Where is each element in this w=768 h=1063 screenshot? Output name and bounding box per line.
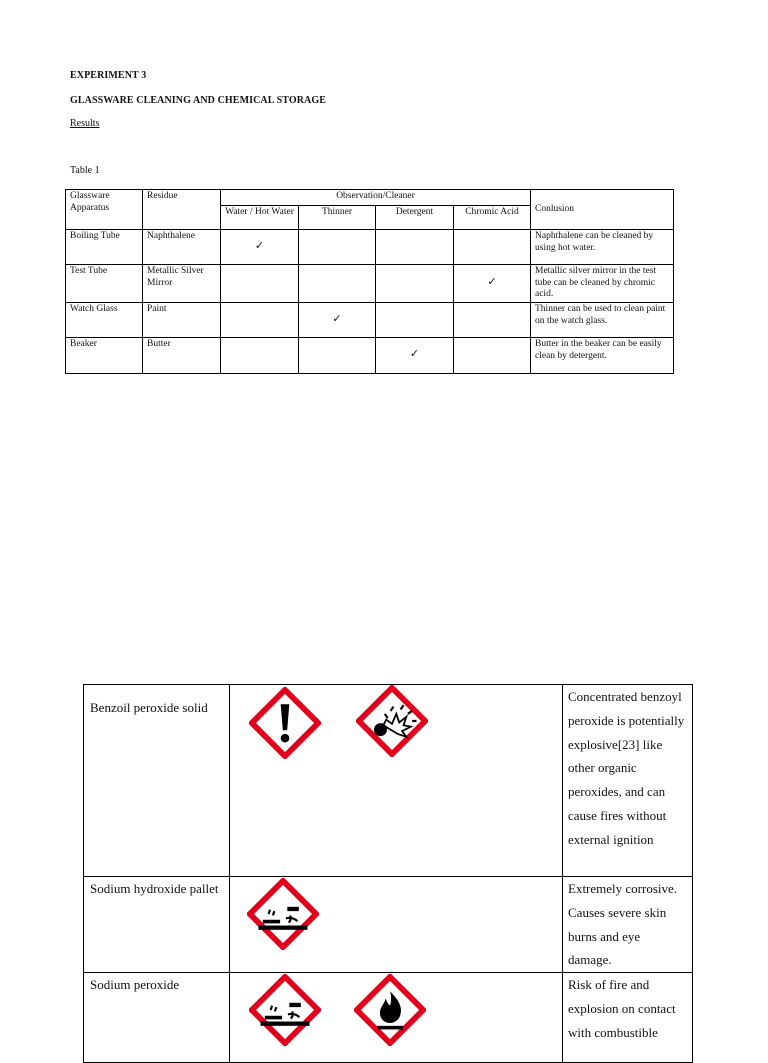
table-row — [84, 685, 693, 877]
conclusion-cell: Naphthalene can be cleaned by using hot water. — [531, 230, 674, 265]
chemical-hazard-table — [83, 684, 693, 1063]
table-row — [84, 877, 693, 973]
cleaner-cell-detergent — [376, 230, 454, 265]
table-row — [66, 230, 674, 265]
checkmark-icon: ✓ — [409, 348, 420, 361]
table-row — [66, 265, 674, 303]
conclusion-cell: Metallic silver mirror in the test tube can be cleaned by chromic acid. — [531, 265, 674, 303]
table-label: Table 1 — [70, 165, 100, 176]
cleaner-cell-detergent — [376, 265, 454, 303]
hazard-description: Risk of fire and explosion on contact with combustible — [563, 973, 693, 1063]
cleaner-cell-chromic — [454, 265, 531, 303]
cleaner-cell-chromic — [454, 338, 531, 374]
header-thinner: Thinner — [299, 206, 376, 230]
chemical-name: Sodium peroxide — [84, 973, 230, 1063]
conclusion-cell: Thinner can be used to clean paint on the watch glass. — [531, 303, 674, 338]
header-conclusion: Conlusion — [531, 190, 674, 230]
residue-cell: Naphthalene — [143, 230, 221, 265]
exclamation-mark-icon — [249, 687, 321, 759]
corrosion-icon — [247, 878, 319, 950]
hazard-description: Concentrated benzoyl peroxide is potentially explosive[23] like other organic peroxides, and can cause fires without external ignition — [563, 685, 693, 877]
checkmark-icon: ✓ — [487, 276, 497, 289]
header-residue: Residue — [143, 190, 221, 230]
checkmark-icon: ✓ — [254, 239, 265, 252]
apparatus-cell: Boiling Tube — [66, 230, 143, 265]
cleaner-cell-detergent — [376, 338, 454, 374]
chemical-name: Sodium hydroxide pallet — [84, 877, 230, 973]
cleaner-cell-water — [221, 338, 299, 374]
table-row — [66, 338, 674, 374]
exploding-bomb-icon — [356, 685, 428, 757]
conclusion-cell: Butter in the beaker can be easily clean by detergent. — [531, 338, 674, 374]
experiment-number: EXPERIMENT 3 — [70, 70, 147, 81]
results-table — [65, 189, 674, 374]
cleaner-cell-water — [221, 230, 299, 265]
cleaner-cell-detergent — [376, 303, 454, 338]
header-chromic: Chromic Acid — [454, 206, 531, 230]
document-title: GLASSWARE CLEANING AND CHEMICAL STORAGE — [70, 95, 326, 106]
residue-cell: Butter — [143, 338, 221, 374]
cleaner-cell-thinner — [299, 230, 376, 265]
table-row — [84, 973, 693, 1063]
flame-icon — [354, 974, 426, 1046]
hazard-description: Extremely corrosive. Causes severe skin burns and eye damage. — [563, 877, 693, 973]
hazard-pictograms — [230, 685, 563, 877]
header-water: Water / Hot Water — [221, 206, 299, 230]
cleaner-cell-chromic — [454, 230, 531, 265]
table-row — [66, 303, 674, 338]
chemical-name: Benzoil peroxide solid — [84, 685, 230, 877]
cleaner-cell-thinner — [299, 303, 376, 338]
cleaner-cell-thinner — [299, 265, 376, 303]
hazard-pictograms — [230, 973, 563, 1063]
apparatus-cell: Test Tube — [66, 265, 143, 303]
checkmark-icon: ✓ — [332, 312, 342, 325]
header-observation: Observation/Cleaner — [221, 190, 531, 206]
header-detergent: Detergent — [376, 206, 454, 230]
residue-cell: Metallic Silver Mirror — [143, 265, 221, 303]
cleaner-cell-water — [221, 303, 299, 338]
cleaner-cell-chromic — [454, 303, 531, 338]
apparatus-cell: Watch Glass — [66, 303, 143, 338]
header-apparatus: Glassware Apparatus — [66, 190, 143, 230]
residue-cell: Paint — [143, 303, 221, 338]
cleaner-cell-water — [221, 265, 299, 303]
results-heading: Results — [70, 118, 100, 129]
hazard-pictograms — [230, 877, 563, 973]
corrosion-icon — [249, 974, 321, 1046]
cleaner-cell-thinner — [299, 338, 376, 374]
apparatus-cell: Beaker — [66, 338, 143, 374]
